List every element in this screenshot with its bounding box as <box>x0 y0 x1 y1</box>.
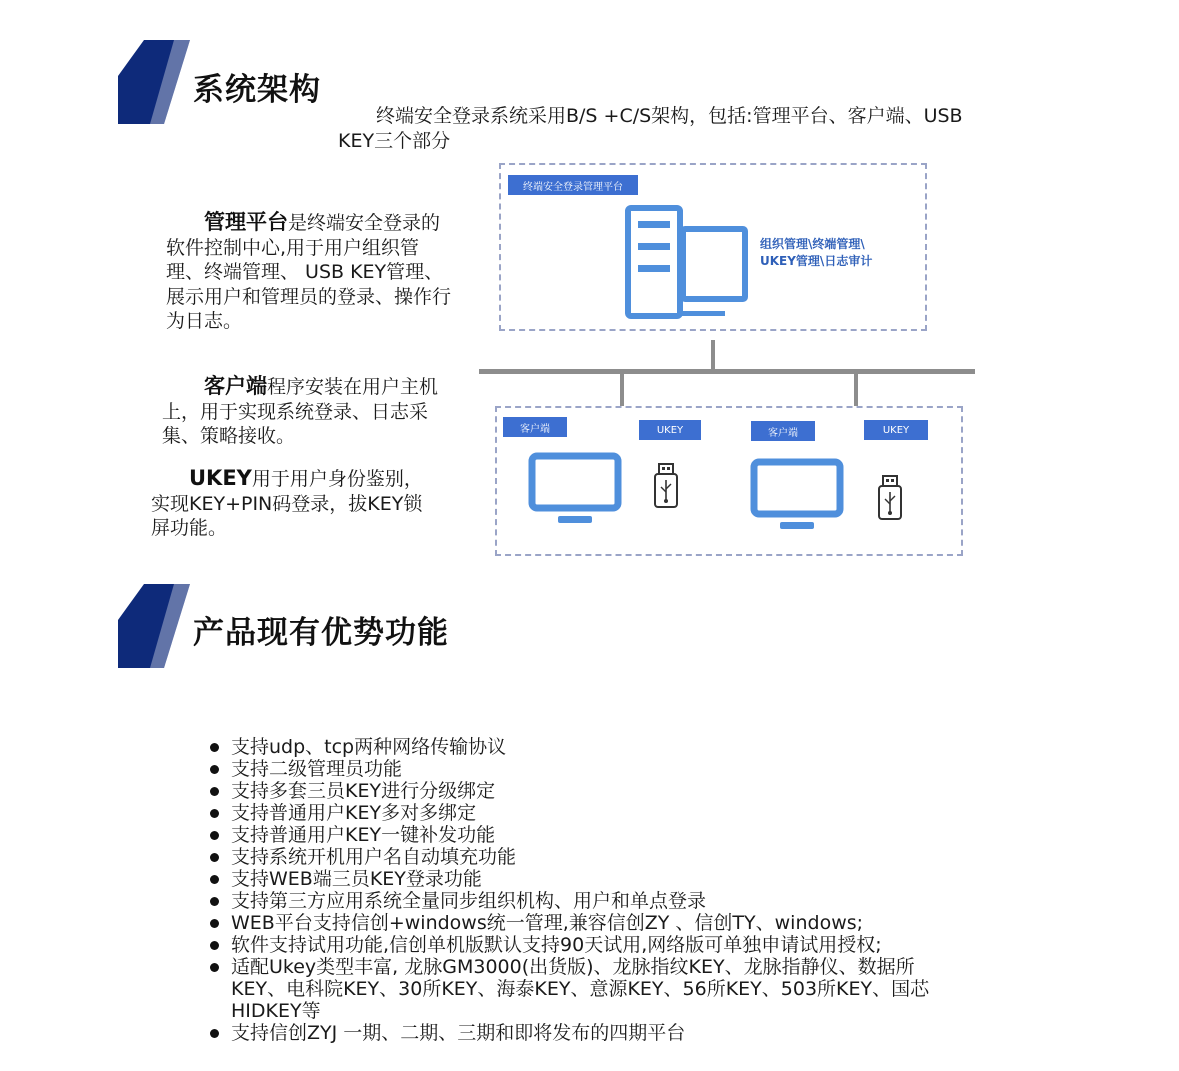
feature-item: 支持WEB端三员KEY登录功能 <box>205 868 945 890</box>
section-marker-icon <box>118 40 194 124</box>
platform-note <box>760 236 872 270</box>
client1-monitor-icon <box>528 452 622 527</box>
platform-description <box>166 210 456 334</box>
feature-item: 支持信创ZYJ 一期、二期、三期和即将发布的四期平台 <box>205 1022 945 1044</box>
feature-item: 支持udp、tcp两种网络传输协议 <box>205 736 945 758</box>
client2-label: 客户端 <box>751 421 815 441</box>
platform-note-line1: 组织管理\终端管理\ <box>760 237 865 251</box>
feature-item: 支持系统开机用户名自动填充功能 <box>205 846 945 868</box>
connector-right-drop <box>854 372 858 406</box>
connector-vertical-top <box>711 340 715 372</box>
client-lead: 客户端 <box>204 374 267 398</box>
feature-item: 软件支持试用功能,信创单机版默认支持90天试用,网络版可单独申请试用授权; <box>205 934 945 956</box>
platform-text: 是终端安全登录的软件控制中心,用于用户组织管理、终端管理、 USB KEY管理、展示用户和管理员的登录、操作行为日志。 <box>166 212 452 332</box>
platform-lead: 管理平台 <box>204 210 288 234</box>
feature-list <box>205 736 945 1044</box>
client1-label: 客户端 <box>503 417 567 437</box>
client-text: 程序安装在用户主机上，用于实现系统登录、日志采集、策略接收。 <box>162 376 439 447</box>
usb-key2-icon <box>876 474 904 522</box>
usb-key1-icon <box>652 462 680 510</box>
feature-item: 支持第三方应用系统全量同步组织机构、用户和单点登录 <box>205 890 945 912</box>
ukey-lead: UKEY <box>189 466 252 490</box>
section-title-features: 产品现有优势功能 <box>193 615 449 651</box>
ukey2-label: UKEY <box>864 420 928 440</box>
platform-label: 终端安全登录管理平台 <box>508 175 638 195</box>
platform-note-line2: UKEY管理\日志审计 <box>760 254 873 268</box>
ukey-description <box>151 466 441 541</box>
connector-horizontal <box>479 369 975 374</box>
architecture-intro: 终端安全登录系统采用B/S +C/S架构，包括:管理平台、客户端、USB KEY三个部分 <box>338 105 963 152</box>
feature-item: 支持二级管理员功能 <box>205 758 945 780</box>
client-description <box>162 374 444 449</box>
client2-monitor-icon <box>750 458 844 533</box>
server-computer-icon <box>625 205 750 320</box>
feature-item: 支持多套三员KEY进行分级绑定 <box>205 780 945 802</box>
section-title-architecture: 系统架构 <box>193 72 321 108</box>
ukey-text: 用于用户身份鉴别，实现KEY+PIN码登录，拔KEY锁屏功能。 <box>151 468 423 539</box>
ukey1-label: UKEY <box>639 420 701 440</box>
feature-item: 支持普通用户KEY多对多绑定 <box>205 802 945 824</box>
feature-item: WEB平台支持信创+windows统一管理,兼容信创ZY 、信创TY、windows; <box>205 912 945 934</box>
feature-item: 支持普通用户KEY一键补发功能 <box>205 824 945 846</box>
connector-left-drop <box>620 372 624 406</box>
section-marker-icon <box>118 584 194 668</box>
feature-item: 适配Ukey类型丰富, 龙脉GM3000(出货版)、龙脉指纹KEY、龙脉指静仪、数据所KEY、电科院KEY、30所KEY、海泰KEY、意源KEY、56所KEY、503所KEY、国芯HIDKEY等 <box>205 956 945 1022</box>
